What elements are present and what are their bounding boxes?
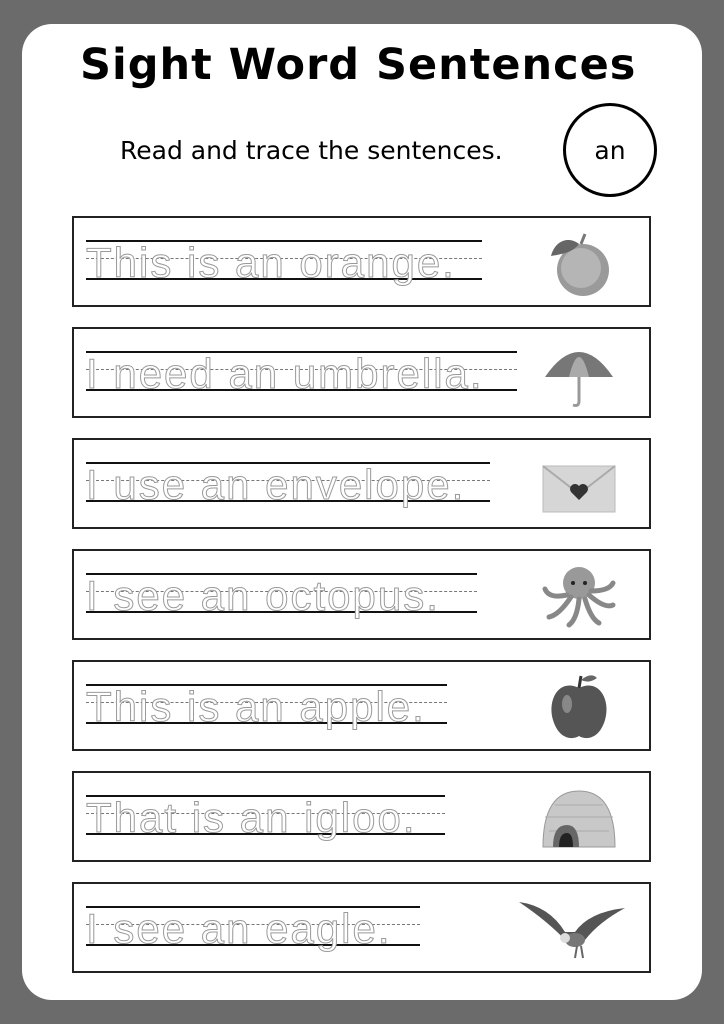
sentence-row bbox=[72, 327, 651, 418]
eagle-icon bbox=[519, 892, 629, 964]
sentence-row bbox=[72, 882, 651, 973]
trace-sentence: This is an orange. bbox=[86, 239, 456, 286]
sentence-row bbox=[72, 438, 651, 529]
trace-sentence: This is an apple. bbox=[86, 683, 426, 730]
trace-sentence: I use an envelope. bbox=[86, 461, 466, 508]
trace-sentence: I need an umbrella. bbox=[86, 350, 484, 397]
apple-icon bbox=[539, 670, 619, 742]
sight-word: an bbox=[594, 135, 626, 165]
sentence-row bbox=[72, 660, 651, 751]
orange-icon bbox=[539, 226, 619, 298]
sight-word-badge bbox=[563, 103, 657, 197]
instruction: Read and trace the sentences. bbox=[120, 136, 503, 165]
envelope-icon bbox=[539, 448, 619, 520]
trace-sentence: I see an eagle. bbox=[86, 905, 392, 952]
octopus-icon bbox=[539, 559, 619, 631]
sentence-row bbox=[72, 771, 651, 862]
sentence-row bbox=[72, 549, 651, 640]
trace-sentence: I see an octopus. bbox=[86, 572, 440, 619]
umbrella-icon bbox=[539, 337, 619, 409]
sentence-row bbox=[72, 216, 651, 307]
page-title: Sight Word Sentences bbox=[80, 40, 637, 90]
trace-sentence: That is an igloo. bbox=[86, 794, 417, 841]
igloo-icon bbox=[539, 781, 619, 853]
